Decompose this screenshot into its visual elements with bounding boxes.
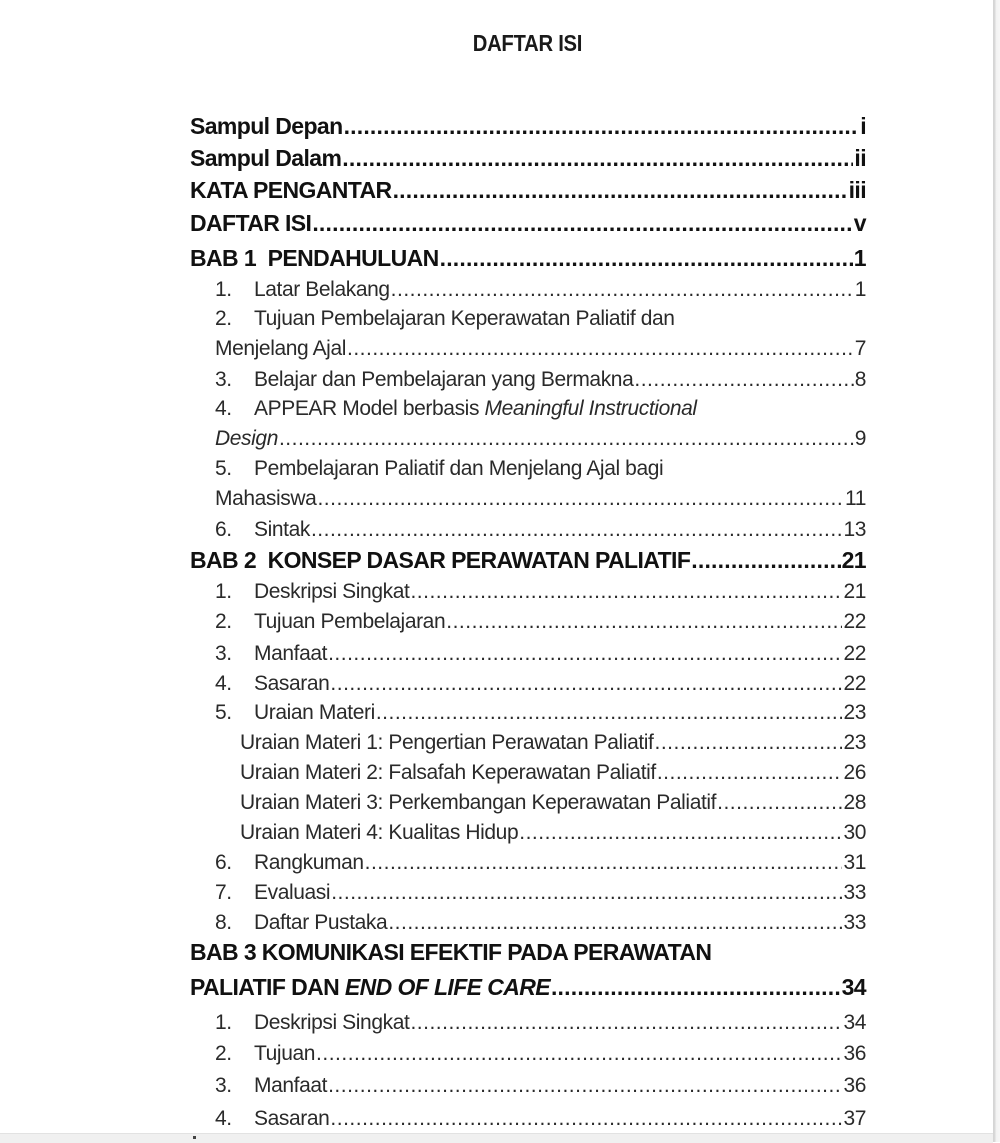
toc-page-number: i (860, 113, 866, 139)
toc-entry-label-group (215, 642, 327, 666)
toc-entry-label-group (215, 518, 310, 542)
toc-entry-pembelajaran-line2[interactable] (215, 487, 866, 511)
item-number: 3. (215, 1074, 232, 1097)
toc-page-number: 23 (843, 701, 866, 724)
toc-entry-label: APPEAR Model berbasis (254, 397, 485, 420)
toc-subentry-uraian-materi-3[interactable] (240, 791, 866, 815)
toc-page-number: 13 (843, 518, 866, 541)
toc-entry-label: KATA PENGANTAR (190, 177, 392, 203)
toc-entry-label-group (190, 974, 550, 1001)
toc-entry-label: Uraian Materi 3: Perkembangan Keperawatan Paliatif (240, 791, 717, 814)
toc-page-number: 1 (853, 245, 866, 271)
toc-entry-bab3-tujuan[interactable] (215, 1042, 866, 1066)
toc-entry-label-group (215, 851, 364, 875)
toc-entry-label-group (215, 881, 330, 905)
toc-entry-belajar[interactable] (215, 368, 866, 392)
dot-leader (311, 518, 842, 542)
toc-entry-label: Uraian Materi 1: Pengertian Perawatan Paliatif (240, 731, 654, 754)
toc-entry-label: Sasaran (254, 672, 330, 695)
item-number: 5. (215, 457, 232, 480)
dot-leader (328, 1074, 842, 1098)
toc-entry-label: Sintak (254, 518, 310, 541)
toc-page-number: iii (848, 177, 866, 203)
item-number: 1. (215, 1011, 232, 1034)
toc-page-number: 28 (843, 791, 866, 814)
toc-entry-bab3-deskripsi-singkat[interactable] (215, 1011, 866, 1035)
item-number: 4. (215, 1107, 232, 1130)
dot-leader (446, 610, 842, 634)
toc-entry-label: BAB 1 PENDAHULUAN (190, 245, 439, 271)
page-edge-scrollbar (993, 0, 1000, 1142)
dot-leader (410, 1011, 842, 1035)
dot-leader (365, 851, 843, 875)
toc-page-number: 23 (843, 731, 866, 754)
toc-entry-label: Sampul Dalam (190, 145, 342, 171)
toc-entry-rangkuman[interactable] (215, 851, 866, 875)
toc-entry-manfaat[interactable] (215, 642, 866, 666)
toc-entry-label-italic: Design (215, 427, 278, 450)
toc-entry-kata-pengantar[interactable] (190, 177, 866, 204)
toc-entry-label: BAB 3 KOMUNIKASI EFEKTIF PADA PERAWATAN (190, 939, 712, 965)
toc-entry-evaluasi[interactable] (215, 881, 866, 905)
toc-entry-label: Manfaat (254, 1074, 328, 1097)
toc-entry-label-italic: Meaningful Instructional (484, 397, 697, 420)
dot-leader (657, 761, 843, 785)
toc-entry-label: Uraian Materi 4: Kualitas Hidup (240, 821, 519, 844)
toc-page-number: 36 (843, 1074, 866, 1097)
toc-entry-tujuan-pembelajaran[interactable] (215, 610, 866, 634)
toc-subentry-uraian-materi-1[interactable] (240, 731, 866, 755)
toc-entry-tujuan-line2[interactable] (215, 337, 866, 361)
toc-page-number: 9 (854, 427, 866, 450)
toc-entry-label: Pembelajaran Paliatif dan Menjelang Ajal bagi (254, 457, 664, 480)
toc-entry-label-group (215, 1074, 327, 1098)
toc-page-number: 30 (843, 821, 866, 844)
toc-entry-sintak[interactable] (215, 518, 866, 542)
item-number: 3. (215, 368, 232, 391)
toc-entry-label: Tujuan (254, 1042, 316, 1065)
toc-entry-label: Deskripsi Singkat (254, 1011, 410, 1034)
dot-leader (347, 337, 854, 361)
dot-leader (330, 1107, 842, 1131)
toc-page-number: 34 (841, 974, 866, 1000)
toc-page-number: 37 (843, 1107, 866, 1130)
toc-page-number: 22 (843, 642, 866, 665)
toc-entry-sampul-dalam[interactable] (190, 145, 866, 172)
toc-entry-label-group (215, 1042, 315, 1066)
next-page-text-fragment (193, 1136, 196, 1139)
toc-subentry-uraian-materi-2[interactable] (240, 761, 866, 785)
dot-leader (440, 245, 853, 272)
toc-page-number: 26 (843, 761, 866, 784)
toc-entry-label-group (215, 672, 329, 696)
toc-entry-label-group (215, 911, 387, 935)
dot-leader (376, 701, 843, 725)
toc-entry-label: Sasaran (254, 1107, 330, 1130)
item-number: 4. (215, 672, 232, 695)
dot-leader (330, 672, 842, 696)
dot-leader (279, 427, 854, 451)
toc-page-number: 1 (854, 278, 866, 301)
dot-leader (388, 911, 842, 935)
toc-entry-daftar-pustaka[interactable] (215, 911, 866, 935)
dot-leader (328, 642, 842, 666)
item-number: 3. (215, 642, 232, 665)
dot-leader (312, 210, 852, 237)
toc-entry-label-group (215, 580, 409, 604)
toc-entry-appear-line2[interactable] (215, 427, 866, 451)
toc-entry-label-group (215, 701, 375, 725)
item-number: 1. (215, 580, 232, 603)
item-number: 1. (215, 278, 232, 301)
toc-entry-latar-belakang[interactable] (215, 278, 866, 302)
toc-entry-label: PALIATIF DAN (190, 974, 345, 1000)
toc-entry-label-italic: END OF LIFE CARE (344, 974, 550, 1000)
toc-entry-label-group (215, 1011, 409, 1035)
toc-page-number: 11 (845, 487, 866, 510)
item-number: 2. (215, 1042, 232, 1065)
dot-leader (691, 547, 840, 574)
toc-entry-label: Manfaat (254, 642, 328, 665)
toc-page-number: 33 (843, 881, 866, 904)
dot-leader (410, 580, 842, 604)
toc-chapter-bab-1[interactable] (190, 245, 866, 272)
toc-page-number: 34 (843, 1011, 866, 1034)
toc-entry-label: Uraian Materi (254, 701, 375, 724)
toc-page-number: 31 (843, 851, 866, 874)
toc-entry-pembelajaran-line1[interactable] (215, 457, 663, 481)
toc-entry-bab3-manfaat[interactable] (215, 1074, 866, 1098)
dot-leader (344, 113, 860, 140)
toc-entry-label: Evaluasi (254, 881, 331, 904)
toc-subentry-uraian-materi-4[interactable] (240, 821, 866, 845)
item-number: 7. (215, 881, 232, 904)
item-number: 6. (215, 851, 232, 874)
toc-entry-label: Tujuan Pembelajaran (254, 610, 446, 633)
toc-page-number: 21 (843, 580, 866, 603)
dot-leader (393, 177, 848, 204)
toc-entry-label: BAB 2 KONSEP DASAR PERAWATAN PALIATIF (190, 547, 691, 573)
toc-chapter-bab-3-line1[interactable] (190, 939, 711, 966)
dot-leader (655, 731, 843, 755)
toc-entry-tujuan-line1[interactable] (215, 307, 675, 331)
toc-entry-bab3-sasaran[interactable] (215, 1107, 866, 1131)
toc-entry-deskripsi-singkat[interactable] (215, 580, 866, 604)
toc-page-number: 7 (854, 337, 866, 360)
toc-entry-label: Deskripsi Singkat (254, 580, 410, 603)
dot-leader (342, 145, 853, 172)
item-number: 2. (215, 307, 232, 330)
toc-entry-label-group (215, 368, 633, 392)
toc-entry-daftar-isi[interactable] (190, 210, 866, 237)
dot-leader (391, 278, 854, 302)
item-number: 5. (215, 701, 232, 724)
dot-leader (331, 881, 842, 905)
toc-entry-sampul-depan[interactable] (190, 113, 866, 140)
toc-page-number: 22 (843, 610, 866, 633)
item-number: 6. (215, 518, 232, 541)
page-title: DAFTAR ISI (472, 30, 583, 56)
toc-entry-label: Latar Belakang (254, 278, 390, 301)
toc-entry-label: Daftar Pustaka (254, 911, 388, 934)
item-number: 8. (215, 911, 232, 934)
toc-entry-label-group (215, 610, 445, 634)
toc-page-number: 33 (843, 911, 866, 934)
toc-page-number: 8 (854, 368, 866, 391)
toc-entry-sasaran[interactable] (215, 672, 866, 696)
item-number: 2. (215, 610, 232, 633)
toc-page-number: 21 (841, 547, 866, 573)
toc-entry-label: Belajar dan Pembelajaran yang Bermakna (254, 368, 634, 391)
dot-leader (634, 368, 853, 392)
item-number: 4. (215, 397, 232, 420)
dot-leader (316, 1042, 842, 1066)
toc-entry-label-group (215, 1107, 329, 1131)
dot-leader (551, 974, 841, 1001)
dot-leader (317, 487, 844, 511)
toc-entry-label-group (215, 278, 390, 302)
toc-entry-label: Menjelang Ajal (215, 337, 346, 360)
toc-chapter-bab-2[interactable] (190, 547, 866, 574)
toc-entry-label: Tujuan Pembelajaran Keperawatan Paliatif dan (254, 307, 675, 330)
dot-leader (519, 821, 842, 845)
toc-chapter-bab-3-line2[interactable] (190, 974, 866, 1001)
toc-page-number: 22 (843, 672, 866, 695)
toc-entry-label: Sampul Depan (190, 113, 343, 139)
dot-leader (717, 791, 842, 815)
toc-entry-label: DAFTAR ISI (190, 210, 312, 236)
toc-page-number: v (853, 210, 866, 236)
toc-entry-uraian-materi[interactable] (215, 701, 866, 725)
toc-entry-appear-line1[interactable] (215, 397, 697, 421)
toc-entry-label: Mahasiswa (215, 487, 317, 510)
toc-entry-label: Uraian Materi 2: Falsafah Keperawatan Paliatif (240, 761, 656, 784)
toc-entry-label: Rangkuman (254, 851, 364, 874)
toc-page-number: ii (854, 145, 866, 171)
toc-page-number: 36 (843, 1042, 866, 1065)
